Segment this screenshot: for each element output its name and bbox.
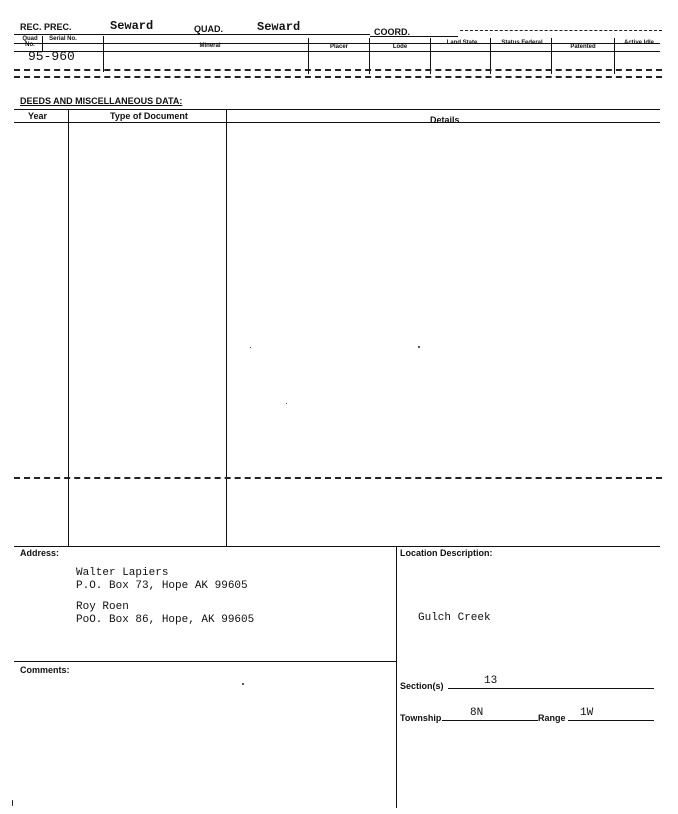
comments-rule — [14, 661, 396, 662]
deeds-divider-year — [68, 109, 69, 546]
range-value: 1W — [580, 707, 594, 719]
header-rule — [14, 34, 370, 35]
column-header-bottom-rule — [14, 51, 660, 52]
col-lode: Lode — [392, 44, 408, 50]
rec-prec-label: REC. PREC. — [20, 22, 72, 32]
col-placer: Placer — [329, 44, 348, 50]
header-dash — [460, 30, 662, 31]
address-line-4: PoO. Box 86, Hope, AK 99605 — [76, 614, 255, 626]
col-type-of-document: Type of Document — [110, 111, 188, 121]
quad-serial-value: 95-960 — [28, 49, 75, 64]
header-rule-2 — [370, 36, 458, 37]
col-patented: Patented — [570, 44, 596, 50]
address-label: Address: — [20, 548, 60, 558]
bottom-divider — [396, 546, 397, 808]
speck — [242, 683, 244, 685]
rec-prec-value: Seward — [110, 19, 154, 33]
col-serial-no: Serial No. — [49, 36, 77, 42]
section-value: 13 — [484, 675, 498, 687]
col-active-idle: Active Idle — [623, 40, 654, 46]
comments-label: Comments: — [20, 665, 70, 675]
deeds-dash — [14, 477, 662, 479]
location-description-label: Location Description: — [400, 548, 493, 558]
col-divider — [103, 36, 104, 72]
deeds-header-rule — [14, 122, 660, 123]
speck — [418, 346, 420, 348]
section-underline — [448, 688, 654, 689]
col-mineral: Mineral — [199, 43, 221, 49]
address-line-2: P.O. Box 73, Hope AK 99605 — [76, 580, 248, 592]
bottom-section-rule — [14, 546, 660, 547]
coord-label: COORD. — [374, 27, 410, 37]
address-line-3: Roy Roen — [76, 601, 129, 613]
township-label: Township — [400, 713, 442, 723]
quad-value: Seward — [257, 20, 301, 34]
range-label: Range — [538, 713, 566, 723]
township-value: 8N — [470, 707, 484, 719]
col-land-status-state: Land State — [446, 40, 478, 46]
deeds-top-rule — [14, 109, 660, 110]
col-quad-no: Quad No. — [22, 36, 38, 48]
deeds-section-title: DEEDS AND MISCELLANEOUS DATA: — [20, 96, 183, 106]
address-line-1: Walter Lapiers — [76, 567, 169, 579]
range-underline — [568, 720, 654, 721]
township-underline — [442, 720, 538, 721]
section-label: Section(s) — [400, 681, 444, 691]
quad-label: QUAD. — [194, 24, 223, 34]
col-details: Details — [430, 115, 460, 125]
col-status-federal: Status Federal — [501, 40, 543, 46]
record-row-dash-2 — [14, 76, 662, 78]
location-description-value: Gulch Creek — [418, 612, 491, 624]
speck — [286, 403, 287, 404]
speck — [12, 800, 13, 806]
speck — [250, 347, 251, 348]
col-year: Year — [28, 111, 48, 121]
deeds-divider-type — [226, 109, 227, 546]
record-row-dash — [14, 69, 662, 71]
